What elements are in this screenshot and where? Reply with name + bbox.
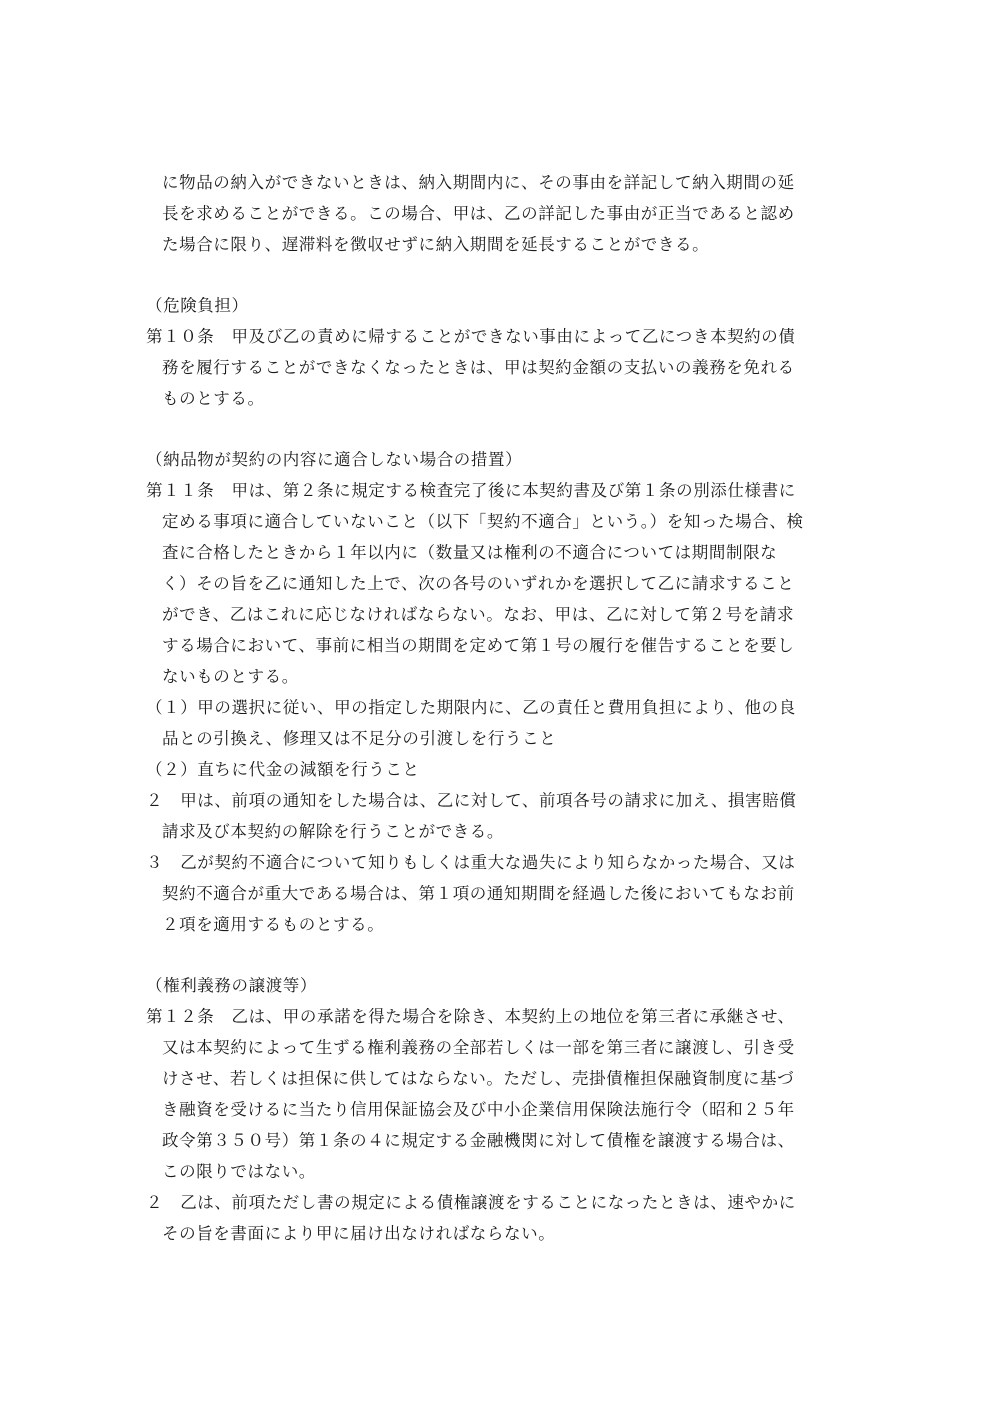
text-line: この限りではない。 — [162, 1162, 316, 1181]
section-heading: （危険負担） — [146, 296, 249, 315]
text-line: ができ、乙はこれに応じなければならない。なお、甲は、乙に対して第２号を請求 — [162, 605, 795, 624]
text-line: 務を履行することができなくなったときは、甲は契約金額の支払いの義務を免れる — [162, 358, 795, 377]
text-line: 査に合格したときから１年以内に（数量又は権利の不適合については期間制限な — [162, 543, 778, 562]
section-heading: （納品物が契約の内容に適合しない場合の措置） — [146, 450, 523, 469]
text-line: 請求及び本契約の解除を行うことができる。 — [162, 822, 504, 841]
article-11-first-line: 第１１条 甲は、第２条に規定する検査完了後に本契約書及び第１条の別添仕様書に — [146, 481, 796, 500]
item-1-first-line: （１）甲の選択に従い、甲の指定した期限内に、乙の責任と費用負担により、他の良 — [146, 698, 796, 717]
text-line: ２項を適用するものとする。 — [162, 915, 385, 934]
text-line: き融資を受けるに当たり信用保証協会及び中小企業信用保険法施行令（昭和２５年 — [162, 1100, 795, 1119]
text-line: く）その旨を乙に通知した上で、次の各号のいずれかを選択して乙に請求すること — [162, 574, 795, 593]
text-line: 政令第３５０号）第１条の４に規定する金融機関に対して債権を譲渡する場合は、 — [162, 1131, 795, 1150]
article-12-first-line: 第１２条 乙は、甲の承諾を得た場合を除き、本契約上の地位を第三者に承継させ、 — [146, 1007, 795, 1026]
text-line: 品との引換え、修理又は不足分の引渡しを行うこと — [162, 729, 557, 748]
item-2-line: （２）直ちに代金の減額を行うこと — [146, 760, 420, 779]
article-10-first-line: 第１０条 甲及び乙の責めに帰することができない事由によって乙につき本契約の債 — [146, 327, 796, 346]
text-line: ないものとする。 — [162, 667, 299, 686]
text-line: その旨を書面により甲に届け出なければならない。 — [162, 1224, 556, 1243]
text-line: する場合において、事前に相当の期間を定めて第１号の履行を催告することを要し — [162, 636, 795, 655]
text-line: た場合に限り、遅滞料を徴収せずに納入期間を延長することができる。 — [162, 235, 710, 254]
paragraph-2-first-line: ２ 甲は、前項の通知をした場合は、乙に対して、前項各号の請求に加え、損害賠償 — [146, 791, 797, 810]
text-line: けさせ、若しくは担保に供してはならない。ただし、売掛債権担保融資制度に基づ — [162, 1069, 795, 1088]
section-heading: （権利義務の譲渡等） — [146, 976, 317, 995]
paragraph-3-first-line: ３ 乙が契約不適合について知りもしくは重大な過失により知らなかった場合、又は — [146, 853, 796, 872]
text-line: 又は本契約によって生ずる権利義務の全部若しくは一部を第三者に譲渡し、引き受 — [162, 1038, 795, 1057]
text-line: ものとする。 — [162, 389, 265, 408]
text-line: 定める事項に適合していないこと（以下「契約不適合」という。）を知った場合、検 — [162, 512, 804, 531]
text-line: に物品の納入ができないときは、納入期間内に、その事由を詳記して納入期間の延 — [162, 173, 795, 192]
paragraph-2-first-line: ２ 乙は、前項ただし書の規定による債権譲渡をすることになったときは、速やかに — [146, 1193, 796, 1212]
text-line: 長を求めることができる。この場合、甲は、乙の詳記した事由が正当であると認め — [162, 204, 795, 223]
text-line: 契約不適合が重大である場合は、第１項の通知期間を経過した後においてもなお前 — [162, 884, 795, 903]
